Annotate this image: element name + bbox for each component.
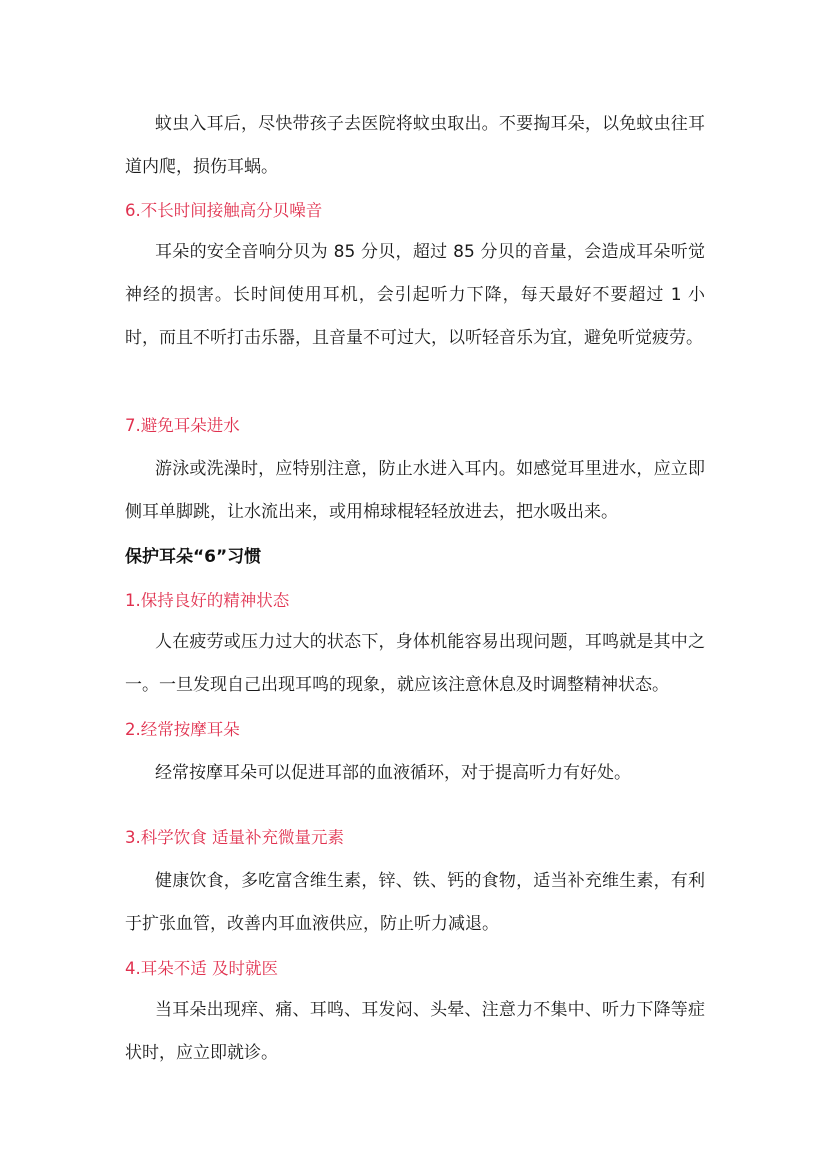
mosquito-paragraph: 蚊虫入耳后，尽快带孩子去医院将蚊虫取出。不要掏耳朵，以免蚊虫往耳道内爬，损伤耳蜗。 [125,114,705,177]
habit-1-paragraph: 人在疲劳或压力过大的状态下，身体机能容易出现问题，耳鸣就是其中之一。一旦发现自己出现耳鸣的现象，就应该注意休息及时调整精神状态。 [125,632,705,695]
habit-4-paragraph: 当耳朵出现痒、痛、耳鸣、耳发闷、头晕、注意力不集中、听力下降等症状时，应立即就诊。 [125,1000,705,1063]
habits-heading: 保护耳朵“6”习惯 [125,547,262,567]
section-7-paragraph: 游泳或洗澡时，应特别注意，防止水进入耳内。如感觉耳里进水，应立即侧耳单脚跳，让水流出来，或用棉球棍轻轻放进去，把水吸出来。 [125,459,705,522]
habit-2-title: 2.经常按摩耳朵 [125,720,240,739]
habit-3-title: 3.科学饮食 适量补充微量元素 [125,828,344,847]
section-6-paragraph: 耳朵的安全音响分贝为 85 分贝，超过 85 分贝的音量，会造成耳朵听觉神经的损害。长时间使用耳机，会引起听力下降，每天最好不要超过 1 小时，而且不听打击乐器，且音量不可过大，以听轻音乐为宜，避免听觉疲劳。 [125,242,705,348]
habit-2-paragraph: 经常按摩耳朵可以促进耳部的血液循环，对于提高听力有好处。 [155,763,631,783]
habit-4-title: 4.耳朵不适 及时就医 [125,959,278,978]
section-6-title: 6.不长时间接触高分贝噪音 [125,201,323,220]
habit-3-paragraph: 健康饮食，多吃富含维生素，锌、铁、钙的食物，适当补充维生素，有利于扩张血管，改善内耳血液供应，防止听力减退。 [125,871,705,934]
section-7-title: 7.避免耳朵进水 [125,416,240,435]
habit-1-title: 1.保持良好的精神状态 [125,591,290,610]
